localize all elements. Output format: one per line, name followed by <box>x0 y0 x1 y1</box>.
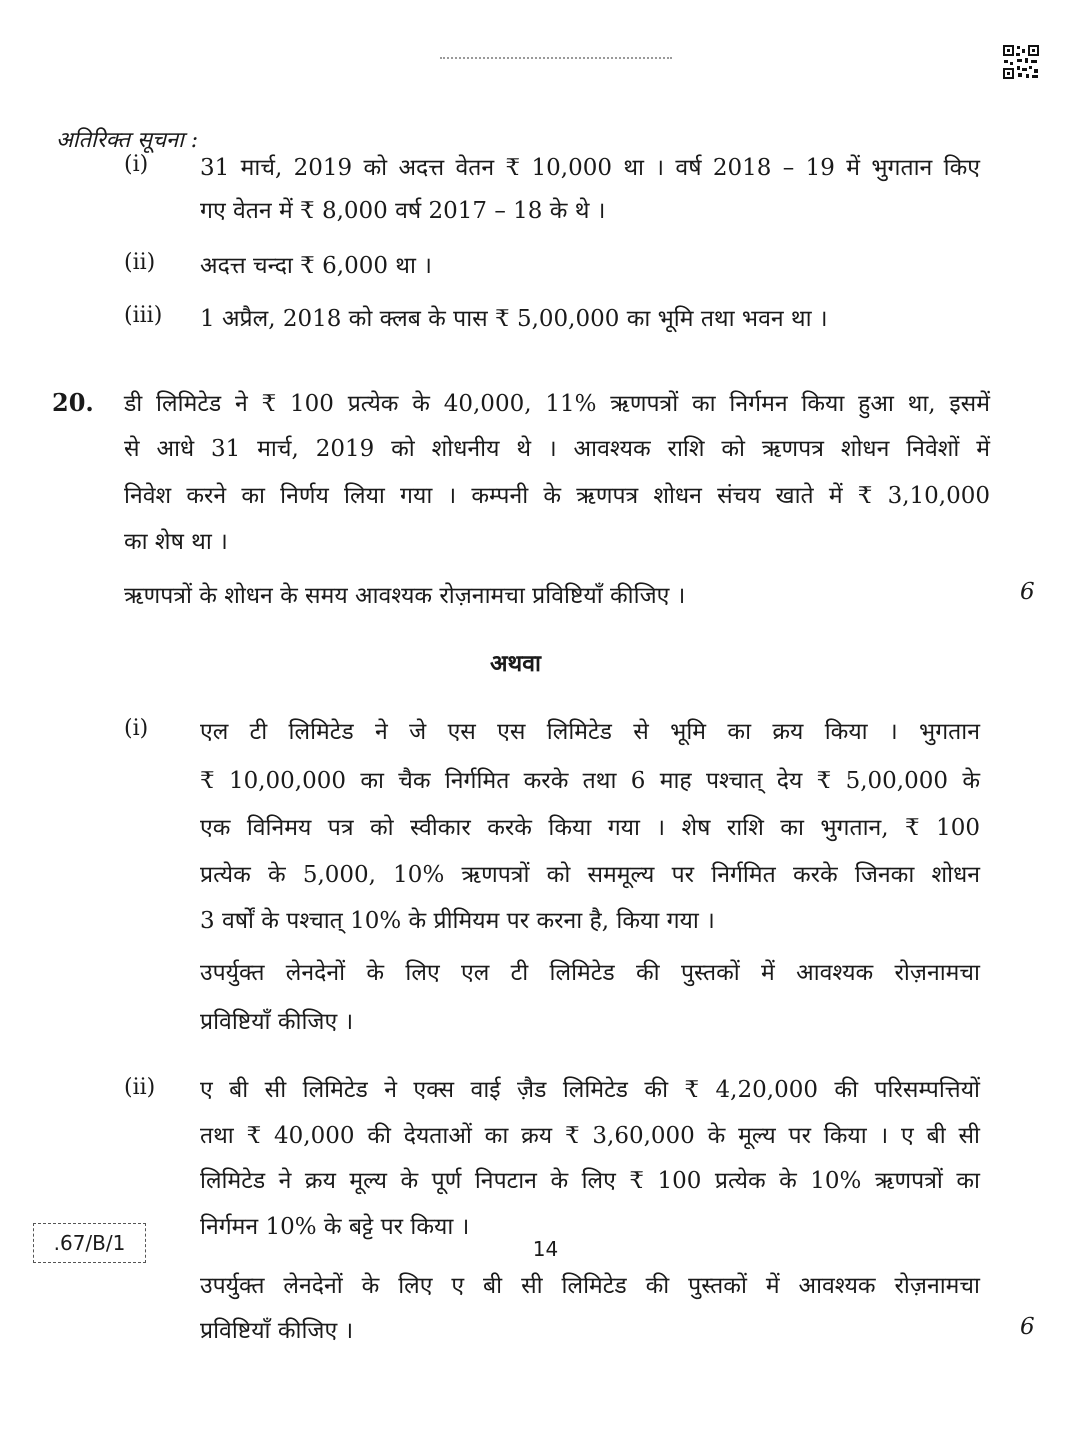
item-number: (ii) <box>124 250 156 275</box>
paper-code: .67/B/1 <box>53 1231 126 1255</box>
question-number: 20. <box>52 388 94 417</box>
alt-instruction-line: प्रविष्टियाँ कीजिए । <box>200 1318 354 1344</box>
item-text-line: अदत्त चन्दा ₹ 6,000 था । <box>200 253 432 279</box>
alt-text-line: ए बी सी लिमिटेड ने एक्स वाई ज़ैड लिमिटेड की ₹ 4,20,000 की परिसम्पत्तियों <box>200 1077 980 1103</box>
alt-text-line: ₹ 10,00,000 का चैक निर्गमित करके तथा 6 माह पश्चात् देय ₹ 5,00,000 के <box>200 768 980 794</box>
marks-label: 6 <box>1020 1314 1035 1340</box>
question-instruction: ऋणपत्रों के शोधन के समय आवश्यक रोज़नामचा प्रविष्टियाँ कीजिए । <box>124 583 686 609</box>
page-number: 14 <box>532 1237 559 1261</box>
alt-text-line: प्रत्येक के 5,000, 10% ऋणपत्रों को सममूल्य पर निर्गमित करके जिनका शोधन <box>200 862 980 888</box>
question-text-line: का शेष था । <box>124 529 228 555</box>
alt-item-number: (ii) <box>124 1075 156 1100</box>
alt-text-line: एक विनिमय पत्र को स्वीकार करके किया गया । शेष राशि का भुगतान, ₹ 100 <box>200 815 980 841</box>
alt-text-line: तथा ₹ 40,000 की देयताओं का क्रय ₹ 3,60,000 के मूल्य पर किया । ए बी सी <box>200 1123 980 1149</box>
alt-text-line: 3 वर्षों के पश्चात् 10% के प्रीमियम पर करना है, किया गया । <box>200 908 715 934</box>
alt-instruction-line: प्रविष्टियाँ कीजिए । <box>200 1009 354 1035</box>
question-text-line: निवेश करने का निर्णय लिया गया । कम्पनी के ऋणपत्र शोधन संचय खाते में ₹ 3,10,000 <box>124 483 990 509</box>
item-text-line: 1 अप्रैल, 2018 को क्लब के पास ₹ 5,00,000 का भूमि तथा भवन था । <box>200 306 828 332</box>
alt-text-line: निर्गमन 10% के बट्टे पर किया । <box>200 1214 470 1240</box>
additional-info-heading: अतिरिक्त सूचना : <box>56 128 199 153</box>
top-dotted-rule <box>440 57 672 59</box>
item-number: (i) <box>124 152 149 177</box>
question-text-line: से आधे 31 मार्च, 2019 को शोधनीय थे । आवश्यक राशि को ऋणपत्र शोधन निवेशों में <box>124 436 990 462</box>
qr-code-icon <box>1003 45 1039 79</box>
alt-text-line: एल टी लिमिटेड ने जे एस एस लिमिटेड से भूमि का क्रय किया । भुगतान <box>200 719 980 745</box>
item-text-line: गए वेतन में ₹ 8,000 वर्ष 2017 – 18 के थे । <box>200 198 606 224</box>
alt-item-number: (i) <box>124 716 149 741</box>
alt-instruction-line: उपर्युक्त लेनदेनों के लिए एल टी लिमिटेड की पुस्तकों में आवश्यक रोज़नामचा <box>200 960 980 986</box>
marks-label: 6 <box>1020 579 1035 605</box>
question-text-line: डी लिमिटेड ने ₹ 100 प्रत्येक के 40,000, 11% ऋणपत्रों का निर्गमन किया हुआ था, इसमें <box>124 391 990 417</box>
alt-instruction-line: उपर्युक्त लेनदेनों के लिए ए बी सी लिमिटेड की पुस्तकों में आवश्यक रोज़नामचा <box>200 1273 980 1299</box>
item-text-line: 31 मार्च, 2019 को अदत्त वेतन ₹ 10,000 था । वर्ष 2018 – 19 में भुगतान किए <box>200 155 980 181</box>
alt-text-line: लिमिटेड ने क्रय मूल्य के पूर्ण निपटान के लिए ₹ 100 प्रत्येक के 10% ऋणपत्रों का <box>200 1168 980 1194</box>
item-number: (iii) <box>124 303 163 328</box>
or-label: अथवा <box>489 650 541 677</box>
